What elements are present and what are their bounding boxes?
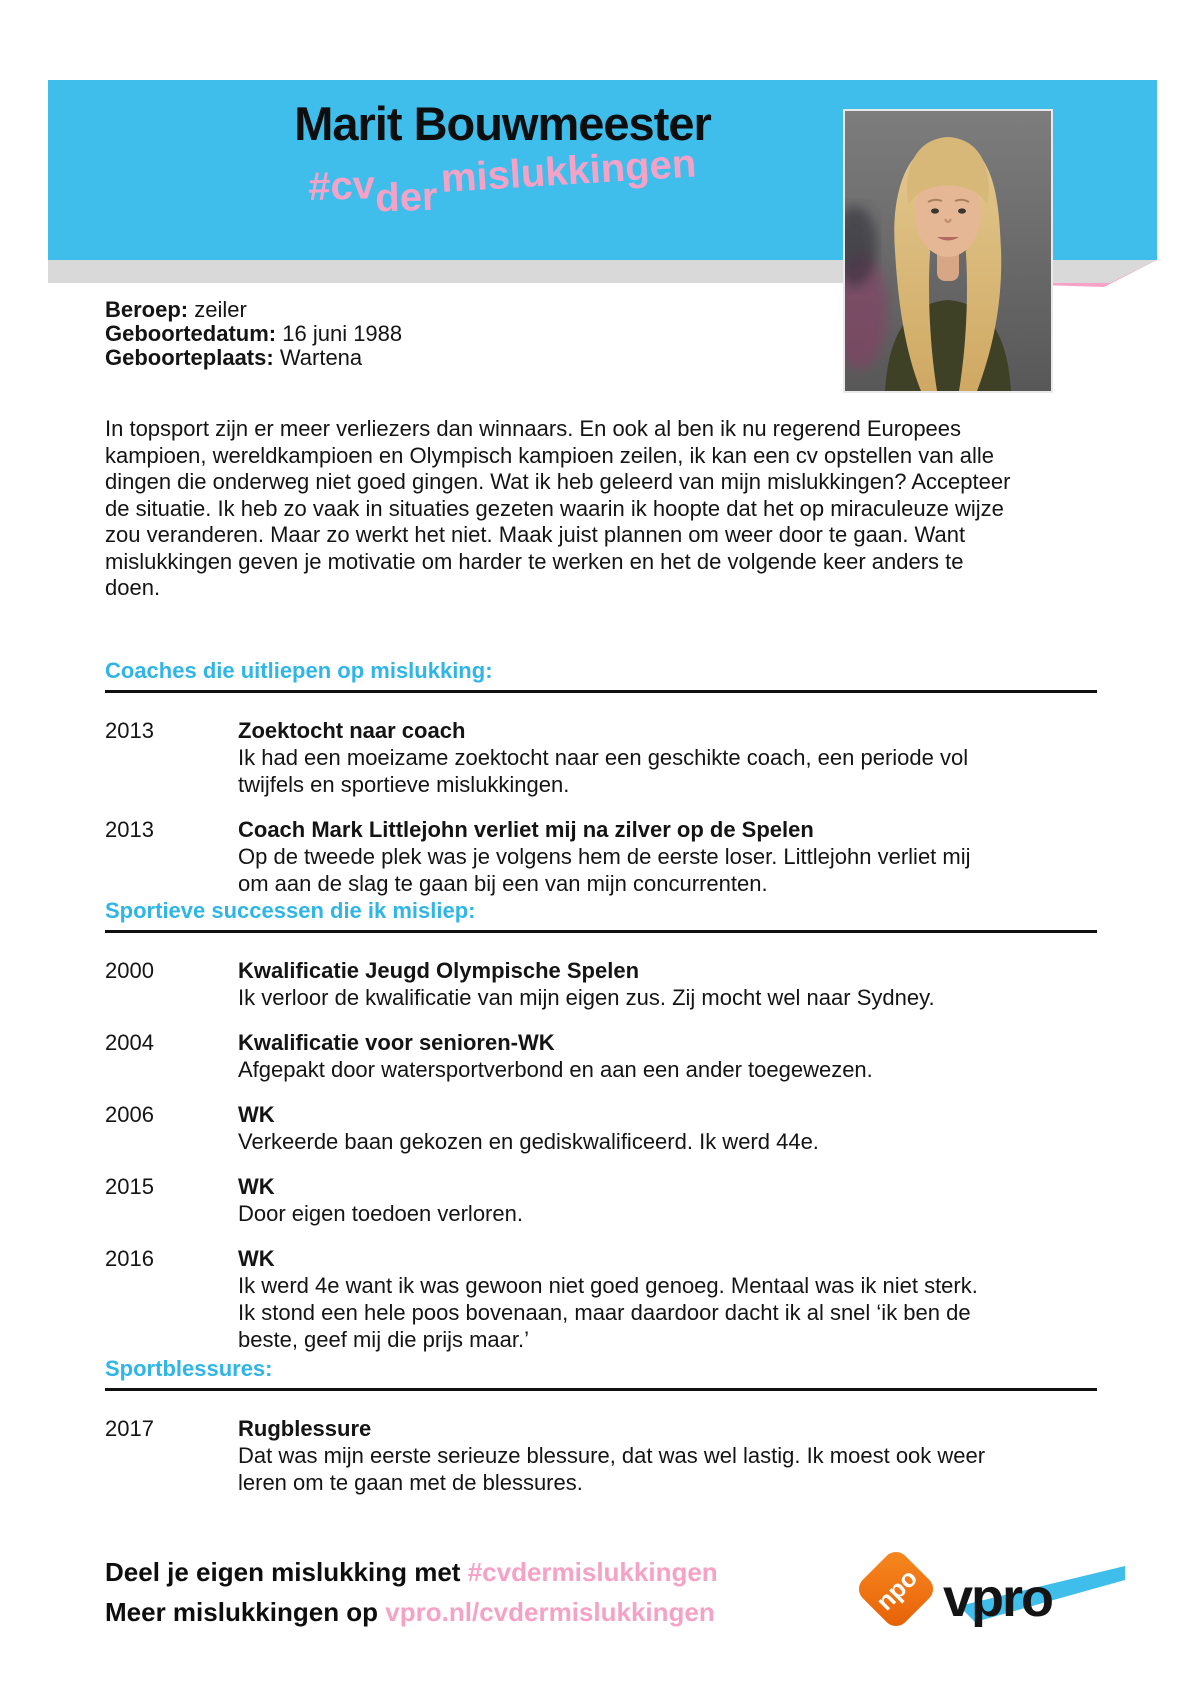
entry-title: WK <box>238 1174 275 1199</box>
entry-body <box>238 816 1000 897</box>
entry-body <box>238 1173 1000 1227</box>
entry-year: 2017 <box>105 1416 154 1441</box>
entry-year: 2013 <box>105 718 154 743</box>
entry-body <box>238 1101 1000 1155</box>
entry-description: Ik verloor de kwalificatie van mijn eigen zus. Zij mocht wel naar Sydney. <box>238 985 935 1010</box>
section-entries <box>105 717 1097 897</box>
footer-hashtag: #cvdermislukkingen <box>467 1557 718 1587</box>
section-entries <box>105 957 1097 1353</box>
hashtag-part-mislukkingen: mislukkingen <box>439 141 698 202</box>
entry-body <box>238 717 1000 798</box>
cv-entry <box>105 957 1097 1011</box>
entry-year: 2013 <box>105 817 154 842</box>
cv-entry <box>105 1173 1097 1227</box>
portrait-illustration <box>845 111 1051 391</box>
entry-title: Coach Mark Littlejohn verliet mij na zilver op de Spelen <box>238 817 814 842</box>
footer-line-2 <box>105 1592 845 1632</box>
vpro-logo <box>935 1560 1125 1630</box>
section-heading: Sportblessures: <box>105 1356 273 1381</box>
bio-value: Wartena <box>279 345 363 370</box>
intro-paragraph: In topsport zijn er meer verliezers dan winnaars. En ook al ben ik nu regerend Europees kampioen, wereldkampioen en Olympisch kampioen zeilen, ik kan een cv opstellen van alle dingen die onderweg niet goed gingen. Wat ik heb geleerd van mijn mislukkingen? Accepteer de situatie. Ik heb zo vaak in situaties gezeten waarin ik hoopte dat het op miraculeuze wijze zou veranderen. Maar zo werkt het niet. Maak juist plannen om weer door te gaan. Want mislukkingen geven je motivatie om harder te werken en het de volgende keer anders te doen. <box>105 416 1011 600</box>
bio-value: 16 juni 1988 <box>282 321 403 346</box>
section-coaches <box>105 658 1097 915</box>
bio-label: Geboortedatum: <box>105 321 277 346</box>
section-rule <box>105 930 1097 933</box>
bio-label: Beroep: <box>105 297 189 322</box>
section-blessures <box>105 1356 1097 1514</box>
npo-logo <box>852 1545 942 1635</box>
entry-title: Rugblessure <box>238 1416 372 1441</box>
entry-year: 2006 <box>105 1102 154 1127</box>
footer-line1-text: Deel je eigen mislukking met <box>105 1557 468 1587</box>
bio-geboorteplaats <box>105 346 402 370</box>
entry-description: Door eigen toedoen verloren. <box>238 1201 523 1226</box>
cv-entry <box>105 1029 1097 1083</box>
section-successen <box>105 898 1097 1371</box>
entry-year: 2016 <box>105 1246 154 1271</box>
entry-title: WK <box>238 1246 275 1271</box>
entry-description: Op de tweede plek was je volgens hem de eerste loser. Littlejohn verliet mij om aan de slag te gaan bij een van mijn concurrenten. <box>238 844 971 896</box>
bio-block <box>105 298 402 370</box>
entry-description: Verkeerde baan gekozen en gediskwalificeerd. Ik werd 44e. <box>238 1129 819 1154</box>
cv-entry <box>105 717 1097 798</box>
entry-description: Dat was mijn eerste serieuze blessure, dat was wel lastig. Ik moest ook weer leren om te gaan met de blessures. <box>238 1443 986 1495</box>
entry-title: WK <box>238 1102 275 1127</box>
entry-year: 2004 <box>105 1030 154 1055</box>
section-heading: Coaches die uitliepen op mislukking: <box>105 658 493 683</box>
cv-entry <box>105 816 1097 897</box>
bio-geboortedatum <box>105 322 402 346</box>
vpro-logo-text: vpro <box>943 1568 1053 1628</box>
cv-entry <box>105 1101 1097 1155</box>
cv-entry <box>105 1245 1097 1353</box>
entry-body <box>238 1245 1000 1353</box>
footer-line-1 <box>105 1552 845 1592</box>
footer-url-link[interactable]: vpro.nl/cvdermislukkingen <box>385 1597 715 1627</box>
section-rule <box>105 1388 1097 1391</box>
entry-title: Kwalificatie Jeugd Olympische Spelen <box>238 958 640 983</box>
section-entries <box>105 1415 1097 1496</box>
entry-title: Zoektocht naar coach <box>238 718 466 743</box>
bio-beroep <box>105 298 402 322</box>
npo-logo-text: npo <box>870 1563 923 1616</box>
entry-body <box>238 957 1000 1011</box>
section-rule <box>105 690 1097 693</box>
entry-year: 2015 <box>105 1174 154 1199</box>
footer-callout <box>105 1552 845 1632</box>
bio-value: zeiler <box>194 297 247 322</box>
page-title: Marit Bouwmeester <box>294 97 711 150</box>
entry-title: Kwalificatie voor senioren-WK <box>238 1030 555 1055</box>
portrait-photo <box>843 109 1053 393</box>
bio-label: Geboorteplaats: <box>105 345 274 370</box>
hashtag-part-cv: #cv <box>307 163 376 210</box>
footer-line2-text: Meer mislukkingen op <box>105 1597 386 1627</box>
entry-body <box>238 1029 1000 1083</box>
entry-description: Afgepakt door watersportverbond en aan een ander toegewezen. <box>238 1057 873 1082</box>
entry-body <box>238 1415 1000 1496</box>
cv-entry <box>105 1415 1097 1496</box>
section-heading: Sportieve successen die ik misliep: <box>105 898 476 923</box>
entry-description: Ik had een moeizame zoektocht naar een geschikte coach, een periode vol twijfels en sportieve mislukkingen. <box>238 745 969 797</box>
hashtag-part-der: der <box>374 174 439 221</box>
entry-year: 2000 <box>105 958 154 983</box>
entry-description: Ik werd 4e want ik was gewoon niet goed genoeg. Mentaal was ik niet sterk. Ik stond een hele poos bovenaan, maar daardoor dacht ik al snel ‘ik ben de beste, geef mij die prijs maar.’ <box>238 1273 978 1352</box>
